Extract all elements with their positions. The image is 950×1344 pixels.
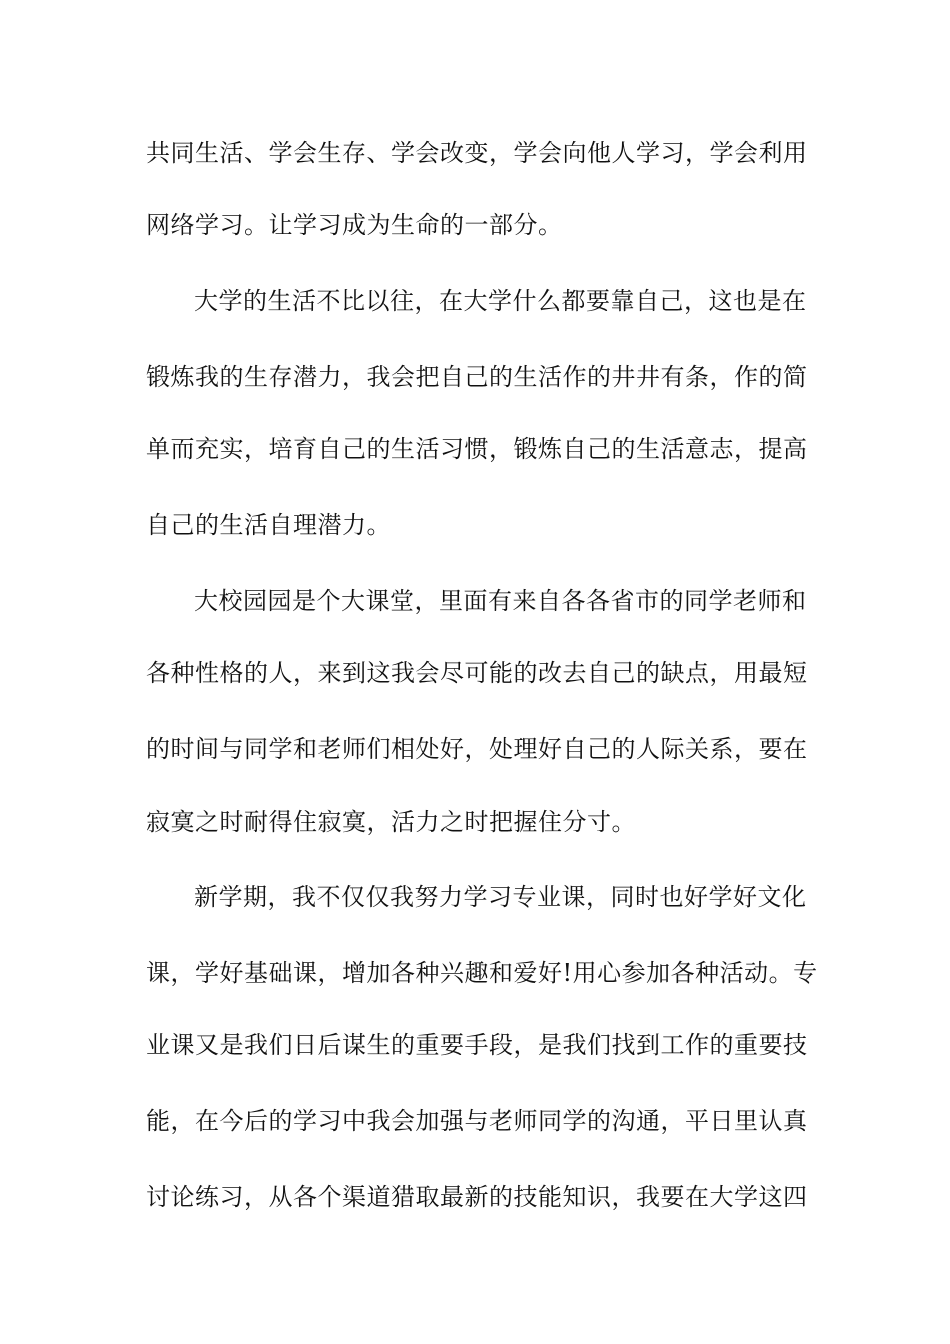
text-line: 各种性格的人，来到这我会尽可能的改去自己的缺点，用最短 <box>146 659 808 687</box>
text-line: 业课又是我们日后谋生的重要手段，是我们找到工作的重要技 <box>146 1031 808 1059</box>
text-line: 自己的生活自理潜力。 <box>146 511 391 539</box>
text-line: 大校园园是个大课堂，里面有来自各各省市的同学老师和 <box>194 587 807 615</box>
text-line: 网络学习。让学习成为生命的一部分。 <box>146 211 563 239</box>
text-line: 单而充实，培育自己的生活习惯，锻炼自己的生活意志，提高 <box>146 435 808 463</box>
text-line: 的时间与同学和老师们相处好，处理好自己的人际关系，要在 <box>146 735 808 763</box>
text-line: 锻炼我的生存潜力，我会把自己的生活作的井井有条，作的简 <box>146 363 808 391</box>
text-line: 新学期，我不仅仅我努力学习专业课，同时也好学好文化 <box>194 883 807 911</box>
text-line: 课，学好基础课，增加各种兴趣和爱好!用心参加各种活动。专 <box>146 959 818 987</box>
text-line: 大学的生活不比以往，在大学什么都要靠自己，这也是在 <box>194 287 807 315</box>
text-line: 讨论练习，从各个渠道猎取最新的技能知识，我要在大学这四 <box>146 1183 808 1211</box>
text-line: 能，在今后的学习中我会加强与老师同学的沟通，平日里认真 <box>146 1107 808 1135</box>
text-line: 寂寞之时耐得住寂寞，活力之时把握住分寸。 <box>146 808 636 836</box>
text-line: 共同生活、学会生存、学会改变，学会向他人学习，学会利用 <box>146 139 808 167</box>
